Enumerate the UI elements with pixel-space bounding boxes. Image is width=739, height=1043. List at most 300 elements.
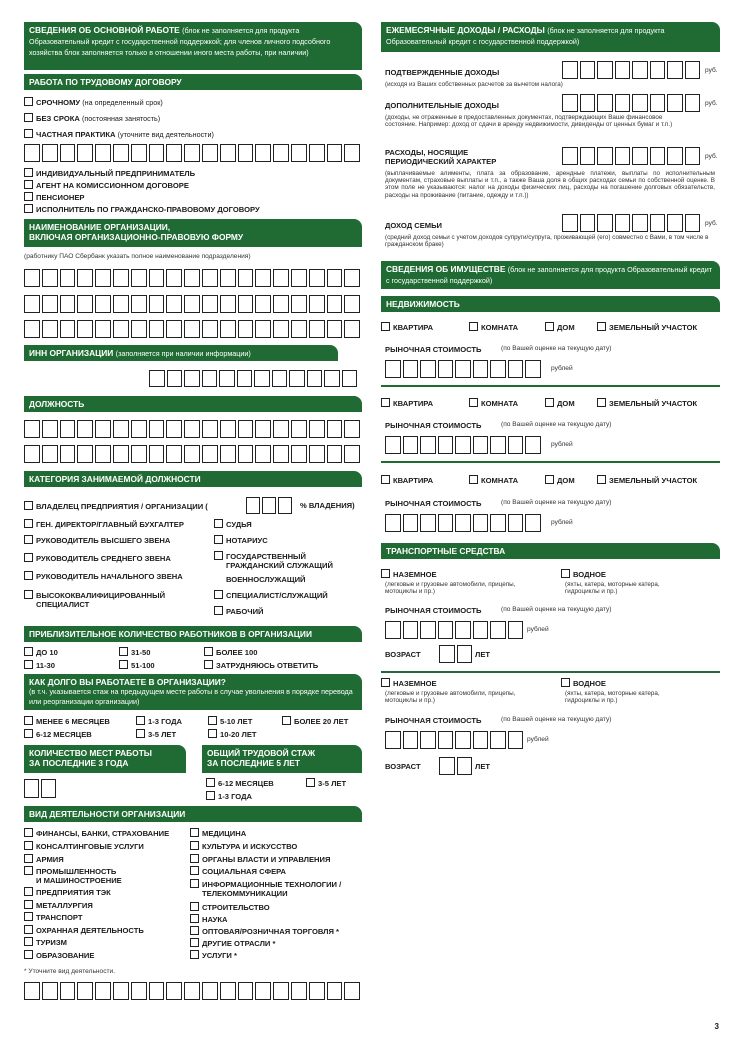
input-cell[interactable] [473,514,489,532]
input-cell[interactable] [580,214,596,232]
input-cell[interactable] [385,360,401,378]
input-cell[interactable] [202,320,218,338]
input-cell[interactable] [344,295,360,313]
input-cell[interactable] [597,214,613,232]
checkbox[interactable] [214,551,223,560]
input-cell[interactable] [272,370,288,387]
input-cell[interactable] [131,420,147,438]
input-cell[interactable] [42,320,58,338]
input-cell[interactable] [149,295,165,313]
checkbox[interactable] [204,647,213,656]
practice-input-row[interactable] [24,144,360,162]
checkbox[interactable] [545,322,554,331]
checkbox[interactable] [24,519,33,528]
checkbox[interactable] [206,778,215,787]
input-cell[interactable] [202,144,218,162]
input-cell[interactable] [95,144,111,162]
input-cell[interactable] [420,514,436,532]
checkbox[interactable] [597,475,606,484]
input-cell[interactable] [42,982,58,1000]
transport-value-input[interactable] [385,731,523,749]
checkbox[interactable] [24,900,33,909]
transport-ground-1[interactable]: НАЗЕМНОЕ [381,678,437,688]
transport-water-0[interactable]: ВОДНОЕ [561,569,606,579]
input-cell[interactable] [562,61,578,79]
checkbox[interactable] [24,925,33,934]
input-cell[interactable] [238,982,254,1000]
cat-specialist[interactable]: СПЕЦИАЛИСТ/СЛУЖАЩИЙ [214,590,328,600]
realty-room-1[interactable]: КОМНАТА [469,398,518,408]
cat-civil[interactable]: ГОСУДАРСТВЕННЫЙ [214,551,306,561]
input-cell[interactable] [246,497,260,514]
input-cell[interactable] [238,320,254,338]
activity-a5[interactable]: ПРЕДПРИЯТИЯ ТЭК [24,887,111,897]
input-cell[interactable] [309,420,325,438]
input-cell[interactable] [184,982,200,1000]
checkbox[interactable] [24,535,33,544]
input-cell[interactable] [166,420,182,438]
input-cell[interactable] [60,269,76,287]
input-cell[interactable] [262,497,276,514]
realty-value-input[interactable] [385,514,541,532]
cat-military[interactable]: ВОЕННОСЛУЖАЩИЙ [226,575,306,584]
input-cell[interactable] [255,982,271,1000]
input-cell[interactable] [490,436,506,454]
input-cell[interactable] [632,214,648,232]
tenure-4[interactable]: БОЛЕЕ 20 ЛЕТ [282,716,348,726]
input-cell[interactable] [113,445,129,463]
input-cell[interactable] [273,320,289,338]
checkbox[interactable] [561,678,570,687]
input-cell[interactable] [438,436,454,454]
contract-fixed-term[interactable]: СРОЧНОМУ (на определенный срок) [24,97,163,107]
input-cell[interactable] [455,436,471,454]
checkbox[interactable] [24,571,33,580]
input-cell[interactable] [455,514,471,532]
checkbox[interactable] [190,926,199,935]
input-cell[interactable] [60,295,76,313]
cat-judge[interactable]: СУДЬЯ [214,519,252,529]
input-cell[interactable] [113,420,129,438]
input-cell[interactable] [238,144,254,162]
contract-pensioner[interactable]: ПЕНСИОНЕР [24,192,84,202]
checkbox[interactable] [24,828,33,837]
checkbox[interactable] [24,590,33,599]
input-cell[interactable] [166,269,182,287]
input-cell[interactable] [77,445,93,463]
input-cell[interactable] [327,320,343,338]
checkbox[interactable] [24,887,33,896]
input-cell[interactable] [131,144,147,162]
checkbox[interactable] [24,854,33,863]
input-cell[interactable] [685,94,701,112]
input-cell[interactable] [24,982,40,1000]
input-cell[interactable] [255,144,271,162]
input-cell[interactable] [385,514,401,532]
cat-top[interactable]: РУКОВОДИТЕЛЬ ВЫСШЕГО ЗВЕНА [24,535,170,545]
realty-room-2[interactable]: КОМНАТА [469,475,518,485]
input-cell[interactable] [455,360,471,378]
input-cell[interactable] [184,269,200,287]
contract-civil[interactable]: ИСПОЛНИТЕЛЬ ПО ГРАЖДАНСКО-ПРАВОВОМУ ДОГОВОРУ [24,204,260,214]
input-cell[interactable] [291,420,307,438]
input-cell[interactable] [238,445,254,463]
input-cell[interactable] [149,269,165,287]
input-cell[interactable] [77,144,93,162]
input-cell[interactable] [273,445,289,463]
input-cell[interactable] [667,94,683,112]
activity-a1[interactable]: ФИНАНСЫ, БАНКИ, СТРАХОВАНИЕ [24,828,169,838]
input-cell[interactable] [42,420,58,438]
checkbox[interactable] [597,322,606,331]
input-cell[interactable] [291,144,307,162]
checkbox[interactable] [24,729,33,738]
input-cell[interactable] [273,982,289,1000]
position-row-2[interactable] [24,445,360,463]
input-cell[interactable] [439,757,455,775]
checkbox[interactable] [24,168,33,177]
activity-a9[interactable]: ТУРИЗМ [24,937,67,947]
cat-low[interactable]: РУКОВОДИТЕЛЬ НАЧАЛЬНОГО ЗВЕНА [24,571,183,581]
input-cell[interactable] [403,514,419,532]
input-cell[interactable] [95,269,111,287]
input-cell[interactable] [291,269,307,287]
input-cell[interactable] [220,445,236,463]
input-cell[interactable] [77,420,93,438]
input-cell[interactable] [580,94,596,112]
input-cell[interactable] [473,621,489,639]
input-cell[interactable] [24,320,40,338]
input-cell[interactable] [220,144,236,162]
input-cell[interactable] [273,144,289,162]
tenure-2[interactable]: 1-3 ГОДА [136,716,182,726]
checkbox[interactable] [381,322,390,331]
input-cell[interactable] [508,731,524,749]
realty-room-0[interactable]: КОМНАТА [469,322,518,332]
input-cell[interactable] [309,144,325,162]
checkbox[interactable] [190,879,199,888]
input-cell[interactable] [291,295,307,313]
cat-director[interactable]: ГЕН. ДИРЕКТОР/ГЛАВНЫЙ БУХГАЛТЕР [24,519,184,529]
checkbox[interactable] [190,854,199,863]
input-cell[interactable] [327,295,343,313]
checkbox[interactable] [190,950,199,959]
input-cell[interactable] [220,269,236,287]
places-row[interactable] [24,779,56,798]
input-cell[interactable] [580,61,596,79]
input-cell[interactable] [24,144,40,162]
input-cell[interactable] [309,269,325,287]
age-input[interactable] [439,645,472,663]
input-cell[interactable] [632,61,648,79]
input-cell[interactable] [580,147,596,165]
input-cell[interactable] [344,982,360,1000]
input-cell[interactable] [95,320,111,338]
checkbox[interactable] [469,322,478,331]
input-cell[interactable] [327,982,343,1000]
count-5[interactable]: 51-100 [119,660,155,670]
checkbox[interactable] [469,475,478,484]
input-cell[interactable] [131,295,147,313]
input-cell[interactable] [403,731,419,749]
input-cell[interactable] [685,214,701,232]
checkbox[interactable] [24,129,33,138]
input-cell[interactable] [490,731,506,749]
cat-owner[interactable]: ВЛАДЕЛЕЦ ПРЕДПРИЯТИЯ / ОРГАНИЗАЦИИ ( [24,501,208,511]
checkbox[interactable] [206,791,215,800]
input-cell[interactable] [385,621,401,639]
checkbox[interactable] [136,729,145,738]
confirmed-income-input[interactable] [562,61,700,79]
exp-3[interactable]: 1-3 ГОДА [206,791,252,801]
input-cell[interactable] [184,370,200,387]
realty-house-1[interactable]: ДОМ [545,398,575,408]
input-cell[interactable] [525,436,541,454]
input-cell[interactable] [525,360,541,378]
input-cell[interactable] [255,445,271,463]
input-cell[interactable] [202,982,218,1000]
input-cell[interactable] [273,420,289,438]
input-cell[interactable] [166,144,182,162]
input-cell[interactable] [184,295,200,313]
activity-b1[interactable]: МЕДИЦИНА [190,828,246,838]
input-cell[interactable] [309,295,325,313]
input-cell[interactable] [650,147,666,165]
input-cell[interactable] [403,621,419,639]
transport-water-1[interactable]: ВОДНОЕ [561,678,606,688]
checkbox[interactable] [24,841,33,850]
input-cell[interactable] [77,320,93,338]
input-cell[interactable] [113,982,129,1000]
input-cell[interactable] [327,445,343,463]
org-name-row-1[interactable] [24,269,360,287]
input-cell[interactable] [166,295,182,313]
input-cell[interactable] [667,147,683,165]
input-cell[interactable] [439,645,455,663]
input-cell[interactable] [420,360,436,378]
input-cell[interactable] [24,295,40,313]
checkbox[interactable] [381,569,390,578]
activity-a7[interactable]: ТРАНСПОРТ [24,912,82,922]
count-4[interactable]: 11-30 [24,660,55,670]
input-cell[interactable] [184,320,200,338]
input-cell[interactable] [403,360,419,378]
input-cell[interactable] [473,360,489,378]
input-cell[interactable] [113,295,129,313]
input-cell[interactable] [490,360,506,378]
input-cell[interactable] [327,144,343,162]
checkbox[interactable] [282,716,291,725]
input-cell[interactable] [149,320,165,338]
input-cell[interactable] [255,295,271,313]
input-cell[interactable] [291,445,307,463]
realty-value-input[interactable] [385,360,541,378]
tenure-7[interactable]: 10-20 ЛЕТ [208,729,257,739]
input-cell[interactable] [273,295,289,313]
input-cell[interactable] [95,295,111,313]
input-cell[interactable] [60,144,76,162]
input-cell[interactable] [420,731,436,749]
input-cell[interactable] [255,269,271,287]
input-cell[interactable] [77,982,93,1000]
input-cell[interactable] [525,514,541,532]
input-cell[interactable] [149,420,165,438]
org-name-row-3[interactable] [24,320,360,338]
input-cell[interactable] [219,370,235,387]
checkbox[interactable] [545,475,554,484]
activity-a6[interactable]: МЕТАЛЛУРГИЯ [24,900,93,910]
input-cell[interactable] [473,436,489,454]
input-cell[interactable] [597,94,613,112]
age-input[interactable] [439,757,472,775]
input-cell[interactable] [508,514,524,532]
input-cell[interactable] [403,436,419,454]
checkbox[interactable] [190,828,199,837]
tenure-5[interactable]: 6-12 МЕСЯЦЕВ [24,729,92,739]
input-cell[interactable] [238,269,254,287]
input-cell[interactable] [149,144,165,162]
input-cell[interactable] [420,621,436,639]
input-cell[interactable] [344,144,360,162]
cat-mid[interactable]: РУКОВОДИТЕЛЬ СРЕДНЕГО ЗВЕНА [24,553,171,563]
input-cell[interactable] [685,147,701,165]
input-cell[interactable] [344,420,360,438]
family-income-input[interactable] [562,214,700,232]
input-cell[interactable] [24,445,40,463]
input-cell[interactable] [95,982,111,1000]
realty-flat-0[interactable]: КВАРТИРА [381,322,433,332]
activity-a8[interactable]: ОХРАННАЯ ДЕЯТЕЛЬНОСТЬ [24,925,144,935]
activity-input-row[interactable] [24,982,360,1000]
input-cell[interactable] [324,370,340,387]
input-cell[interactable] [344,269,360,287]
input-cell[interactable] [307,370,323,387]
activity-b3[interactable]: ОРГАНЫ ВЛАСТИ И УПРАВЛЕНИЯ [190,854,330,864]
contract-entrepreneur[interactable]: ИНДИВИДУАЛЬНЫЙ ПРЕДПРИНИМАТЕЛЬ [24,168,195,178]
count-6[interactable]: ЗАТРУДНЯЮСЬ ОТВЕТИТЬ [204,660,318,670]
checkbox[interactable] [381,678,390,687]
input-cell[interactable] [309,982,325,1000]
input-cell[interactable] [220,982,236,1000]
input-cell[interactable] [131,982,147,1000]
input-cell[interactable] [60,320,76,338]
input-cell[interactable] [615,147,631,165]
checkbox[interactable] [24,950,33,959]
input-cell[interactable] [273,269,289,287]
input-cell[interactable] [254,370,270,387]
input-cell[interactable] [237,370,253,387]
checkbox[interactable] [597,398,606,407]
input-cell[interactable] [60,982,76,1000]
input-cell[interactable] [167,370,183,387]
input-cell[interactable] [438,360,454,378]
input-cell[interactable] [650,94,666,112]
input-cell[interactable] [650,214,666,232]
checkbox[interactable] [24,180,33,189]
org-name-row-2[interactable] [24,295,360,313]
input-cell[interactable] [202,269,218,287]
checkbox[interactable] [24,97,33,106]
tenure-6[interactable]: 3-5 ЛЕТ [136,729,176,739]
input-cell[interactable] [131,445,147,463]
input-cell[interactable] [385,731,401,749]
checkbox[interactable] [190,902,199,911]
activity-b9[interactable]: ДРУГИЕ ОТРАСЛИ * [190,938,275,948]
checkbox[interactable] [306,778,315,787]
checkbox[interactable] [24,660,33,669]
input-cell[interactable] [24,779,39,798]
exp-2[interactable]: 3-5 ЛЕТ [306,778,346,788]
input-cell[interactable] [632,147,648,165]
activity-a10[interactable]: ОБРАЗОВАНИЕ [24,950,94,960]
input-cell[interactable] [255,320,271,338]
input-cell[interactable] [455,621,471,639]
input-cell[interactable] [344,320,360,338]
checkbox[interactable] [190,914,199,923]
input-cell[interactable] [457,645,473,663]
input-cell[interactable] [42,295,58,313]
input-cell[interactable] [632,94,648,112]
realty-land-0[interactable]: ЗЕМЕЛЬНЫЙ УЧАСТОК [597,322,697,332]
input-cell[interactable] [220,320,236,338]
input-cell[interactable] [42,445,58,463]
contract-private-practice[interactable]: ЧАСТНАЯ ПРАКТИКА (уточните вид деятельности) [24,129,214,139]
input-cell[interactable] [113,320,129,338]
input-cell[interactable] [184,420,200,438]
input-cell[interactable] [562,94,578,112]
realty-house-0[interactable]: ДОМ [545,322,575,332]
input-cell[interactable] [166,320,182,338]
inn-row[interactable] [149,370,357,387]
input-cell[interactable] [238,295,254,313]
input-cell[interactable] [650,61,666,79]
checkbox[interactable] [24,501,33,510]
input-cell[interactable] [42,144,58,162]
checkbox[interactable] [381,398,390,407]
input-cell[interactable] [220,295,236,313]
expenses-input[interactable] [562,147,700,165]
input-cell[interactable] [508,436,524,454]
input-cell[interactable] [41,779,56,798]
activity-b5a[interactable]: ИНФОРМАЦИОННЫЕ ТЕХНОЛОГИИ / [190,879,341,889]
input-cell[interactable] [24,269,40,287]
checkbox[interactable] [24,912,33,921]
exp-1[interactable]: 6-12 МЕСЯЦЕВ [206,778,274,788]
input-cell[interactable] [184,445,200,463]
position-row-1[interactable] [24,420,360,438]
checkbox[interactable] [561,569,570,578]
input-cell[interactable] [455,731,471,749]
input-cell[interactable] [77,295,93,313]
activity-b8[interactable]: ОПТОВАЯ/РОЗНИЧНАЯ ТОРГОВЛЯ * [190,926,339,936]
input-cell[interactable] [438,731,454,749]
input-cell[interactable] [238,420,254,438]
input-cell[interactable] [615,61,631,79]
checkbox[interactable] [24,937,33,946]
checkbox[interactable] [24,553,33,562]
input-cell[interactable] [291,320,307,338]
checkbox[interactable] [24,192,33,201]
checkbox[interactable] [204,660,213,669]
cat-spec[interactable]: ВЫСОКОКВАЛИФИЦИРОВАННЫЙ [24,590,165,600]
transport-value-input[interactable] [385,621,523,639]
input-cell[interactable] [508,360,524,378]
input-cell[interactable] [131,320,147,338]
checkbox[interactable] [214,590,223,599]
activity-a3[interactable]: АРМИЯ [24,854,64,864]
realty-land-2[interactable]: ЗЕМЕЛЬНЫЙ УЧАСТОК [597,475,697,485]
input-cell[interactable] [113,269,129,287]
